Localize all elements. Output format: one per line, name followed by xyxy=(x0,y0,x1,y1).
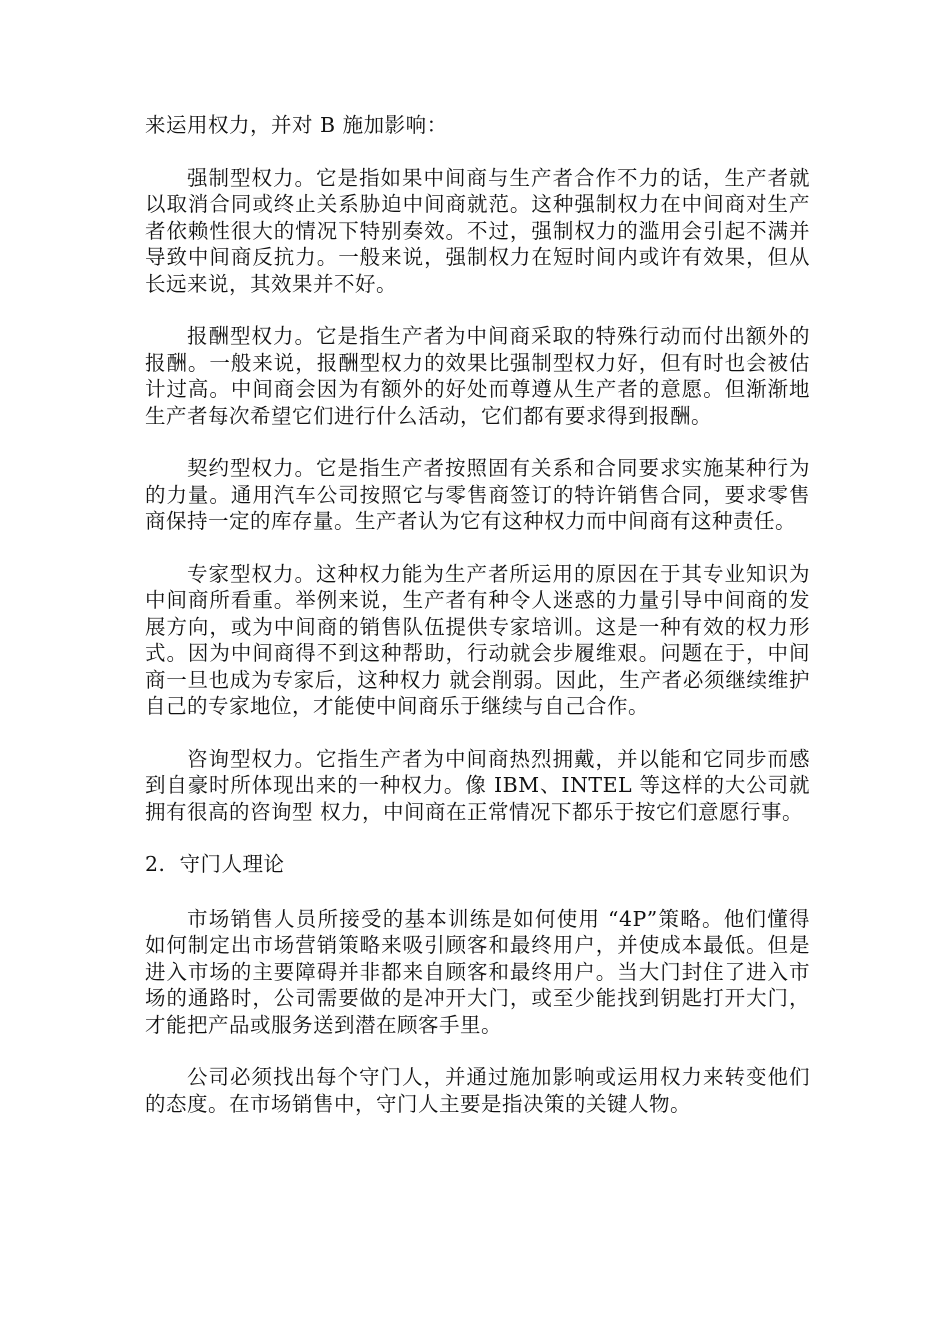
paragraph-expert-power: 专家型权力。这种权力能为生产者所运用的原因在于其专业知识为中间商所看重。举例来说，生产者有种令人迷惑的力量引导中间商的发展方向，或为中间商的销售队伍提供专家培训。这是一种有效的权力形式。因为中间商得不到这种帮助，行动就会步履维艰。问题在于，中间商一旦也成为专家后，这种权力 就会削弱。因此，生产者必须继续维护自己的专家地位，才能使中间商乐于继续与自己合作。 xyxy=(145,561,810,718)
paragraph-gatekeeper-training: 市场销售人员所接受的基本训练是如何使用 “4P”策略。他们懂得如何制定出市场营销策略来吸引顾客和最终用户，并使成本最低。但是进入市场的主要障碍并非都来自顾客和最终用户。当大门封住了进入市场的通路时，公司需要做的是冲开大门，或至少能找到钥匙打开大门，才能把产品或服务送到潜在顾客手里。 xyxy=(145,906,810,1037)
paragraph-reward-power: 报酬型权力。它是指生产者为中间商采取的特殊行动而付出额外的报酬。一般来说，报酬型权力的效果比强制型权力好，但有时也会被估计过高。中间商会因为有额外的好处而尊遵从生产者的意愿。但渐渐地生产者每次希望它们进行什么活动，它们都有要求得到报酬。 xyxy=(145,324,810,428)
document-page xyxy=(145,112,810,1143)
section-heading: 2．守门人理论 xyxy=(145,852,285,876)
paragraph-gatekeeper-identify: 公司必须找出每个守门人，并通过施加影响或运用权力来转变他们的态度。在市场销售中，守门人主要是指决策的关键人物。 xyxy=(145,1065,810,1116)
paragraph-intro: 来运用权力，并对 B 施加影响： xyxy=(145,113,448,137)
paragraph-referent-power: 咨询型权力。它指生产者为中间商热烈拥戴，并以能和它同步而感到自豪时所体现出来的一种权力。像 IBM、INTEL 等这样的大公司就拥有很高的咨询型 权力，中间商在正常情况下都乐于按它们意愿行事。 xyxy=(145,746,810,824)
paragraph-coercive-power: 强制型权力。它是指如果中间商与生产者合作不力的话，生产者就以取消合同或终止关系胁迫中间商就范。这种强制权力在中间商对生产者依赖性很大的情况下特别奏效。不过，强制权力的滥用会引起不满并导致中间商反抗力。一般来说，强制权力在短时间内或许有效果，但从长远来说，其效果并不好。 xyxy=(145,165,810,296)
paragraph-legitimate-power: 契约型权力。它是指生产者按照固有关系和合同要求实施某种行为的力量。通用汽车公司按照它与零售商签订的特许销售合同，要求零售商保持一定的库存量。生产者认为它有这种权力而中间商有这种责任。 xyxy=(145,456,810,533)
